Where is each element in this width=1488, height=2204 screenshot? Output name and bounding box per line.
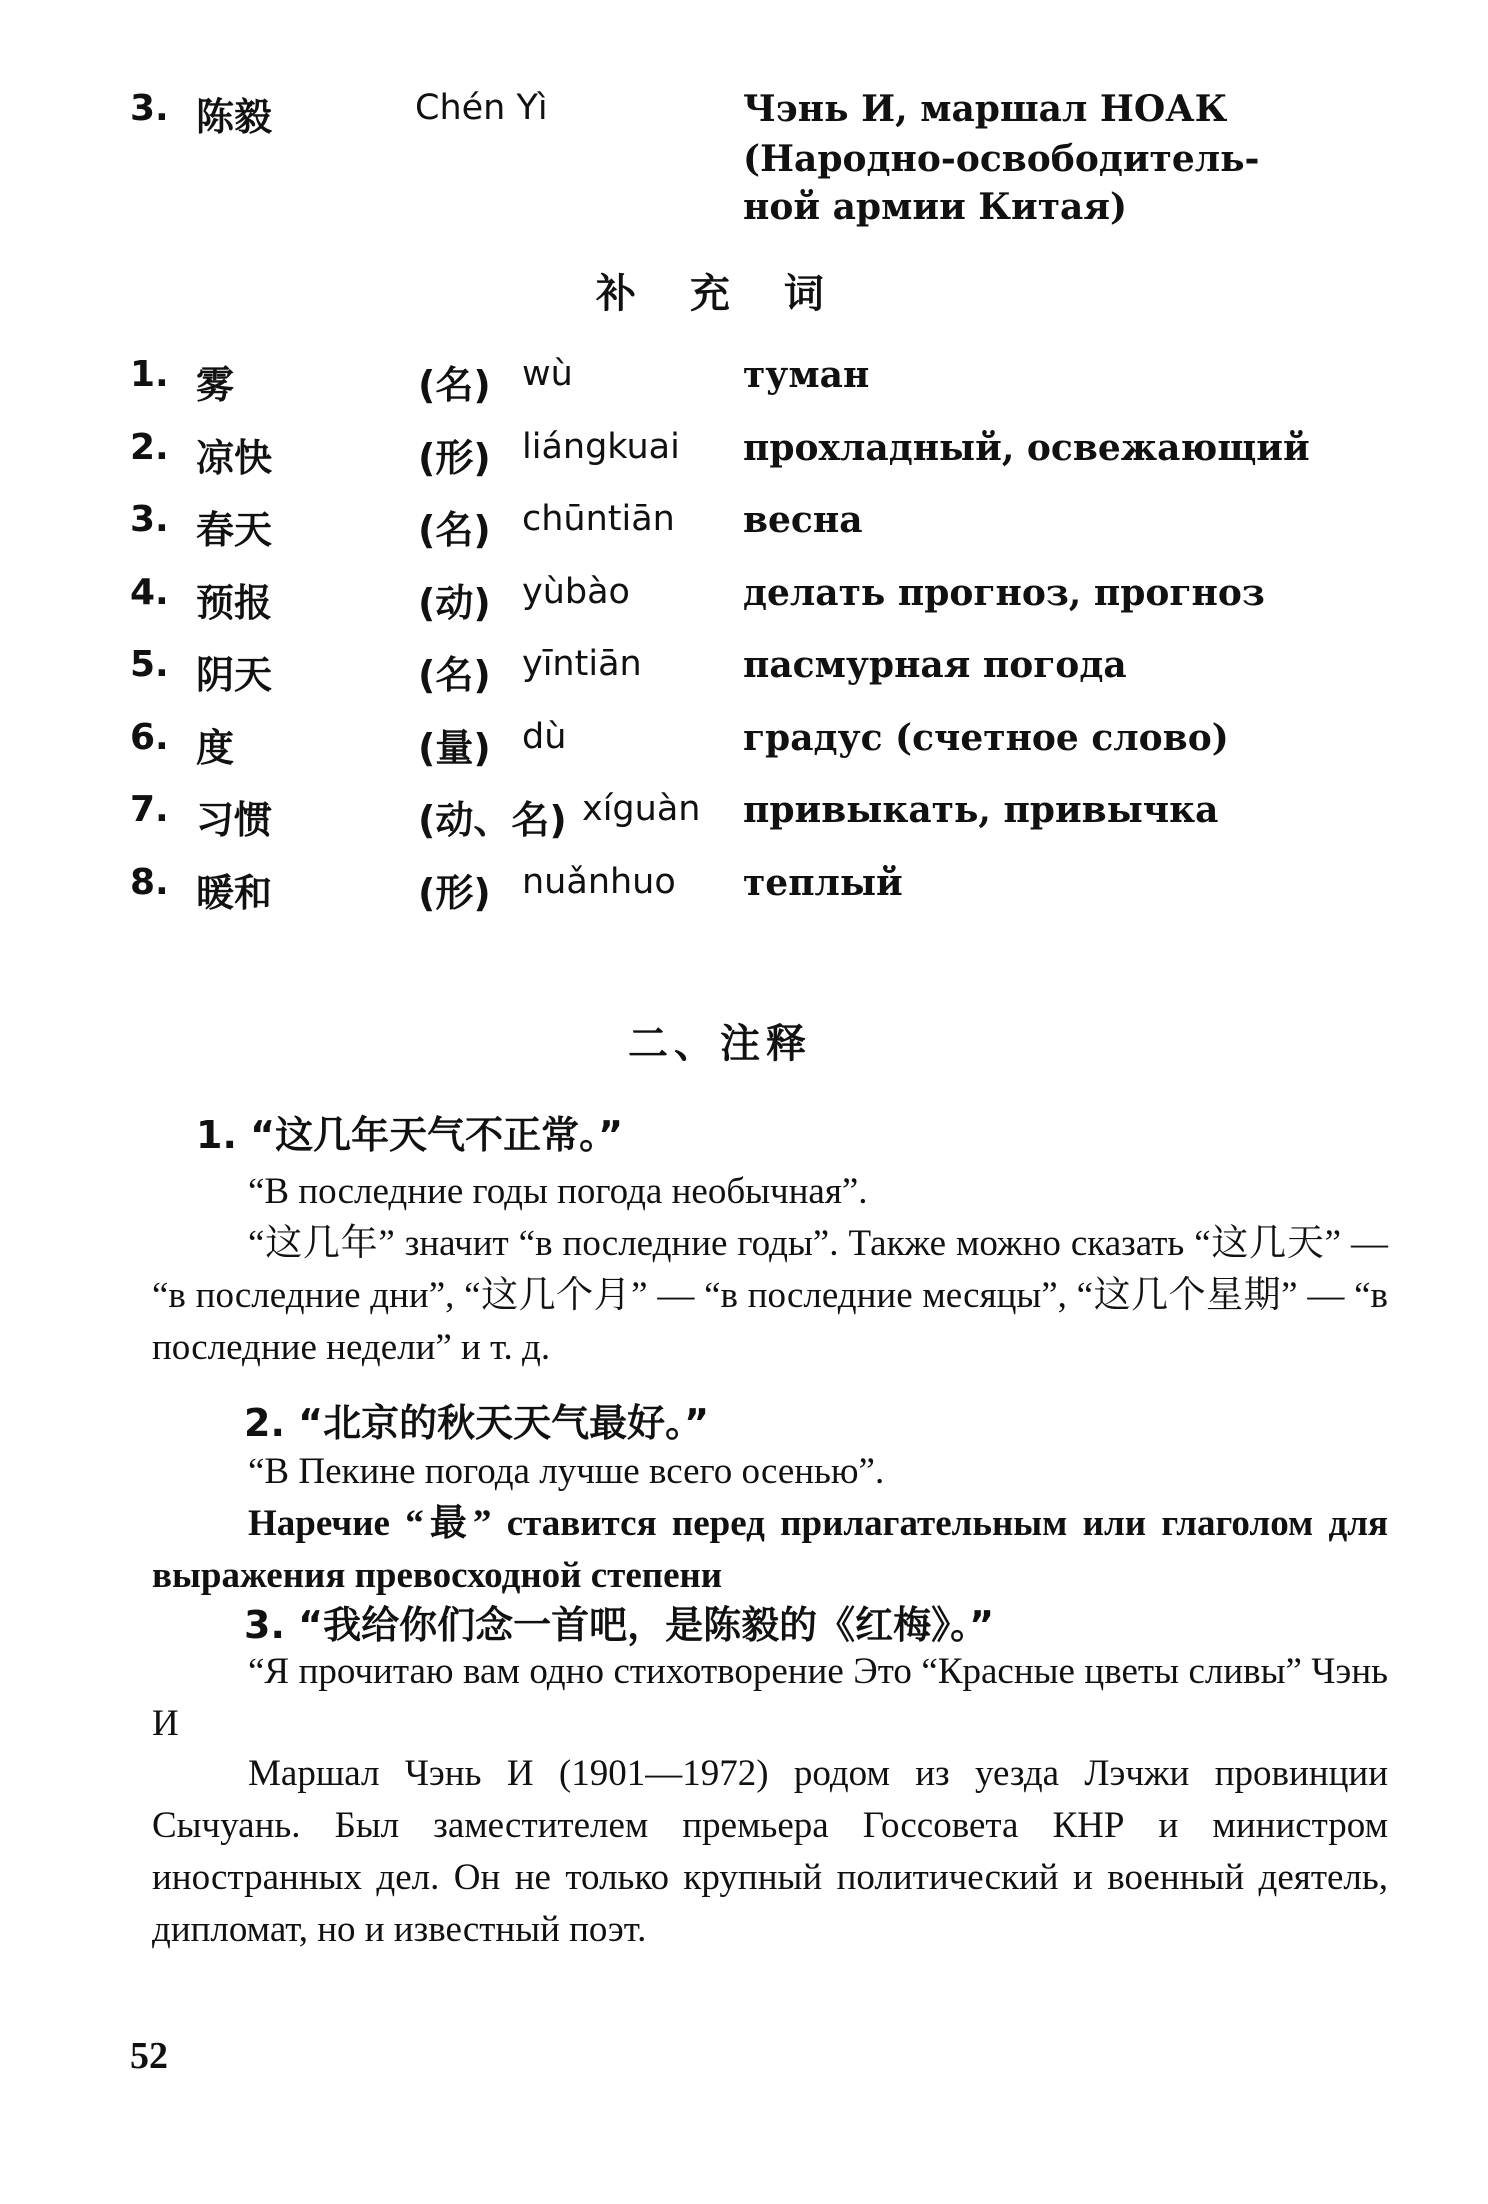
supplement-row-7-pos: (动、名) [418,798,567,842]
supplement-row-1-pinyin: wù [522,354,573,394]
supplement-row-6-pos: (量) [418,726,491,770]
page-number: 52 [130,2035,168,2077]
note1-translation: “В последние годы погода необычная”. [248,1171,868,1212]
supplement-row-8-gloss: теплый [743,862,903,904]
note2-explanation: Наречие “最” ставится перед прилагательным или глаголом для выражения превосходной степени [152,1503,1388,1596]
supplement-row-5-num: 5. [130,644,169,685]
supplement-row-2-gloss: прохладный, освежающий [743,427,1310,469]
supplement-row-4-gloss: делать прогноз, прогноз [743,572,1265,614]
supplement-row-3-pinyin: chūntiān [522,499,675,539]
note3-title: 3. “我给你们念一首吧，是陈毅的《红梅》。” [244,1603,995,1647]
supplement-heading: 补 充 词 [596,271,844,317]
vocab-gloss-line3: ной армии Китая) [743,186,1128,228]
notes-heading: 二、注释 [628,1021,812,1067]
supplement-row-8-pinyin: nuǎnhuo [522,862,676,902]
supplement-row-2-pinyin: liángkuai [522,427,680,467]
supplement-row-3-pos: (名) [418,508,491,552]
supplement-row-4-pinyin: yùbào [522,572,630,612]
supplement-row-6-pinyin: dù [522,717,567,757]
note2-translation: “В Пекине погода лучше всего осенью”. [248,1451,885,1492]
vocab-gloss-line1: Чэнь И, маршал НОАК [743,88,1228,130]
vocab-pinyin: Chén Yì [415,88,548,128]
vocab-gloss-line2: (Народно-освободитель- [743,138,1260,180]
note3-explanation: Маршал Чэнь И (1901—1972) родом из уезда Лэчжи провинции Сычуань. Был заместителем премьера Госсовета КНР и министром иностранных дел. Он не только крупный политический и военный деятель, дипломат, но и известный поэт. [152,1753,1388,1950]
note3-translation: “Я прочитаю вам одно стихотворение Это “Красные цветы сливы” Чэнь И [152,1651,1388,1744]
supplement-row-5-gloss: пасмурная погода [743,644,1127,686]
supplement-row-4-num: 4. [130,572,169,613]
supplement-row-3-num: 3. [130,499,169,540]
supplement-row-2-word: 凉快 [196,436,273,480]
supplement-row-7-word: 习惯 [196,798,273,842]
vocab-number: 3. [130,88,169,129]
supplement-row-1-word: 雾 [196,363,235,407]
supplement-row-3-gloss: весна [743,499,863,541]
note1-title: 1. “这几年天气不正常。” [196,1113,624,1157]
supplement-row-8-num: 8. [130,862,169,903]
supplement-row-5-word: 阴天 [196,653,273,697]
supplement-row-1-gloss: туман [743,354,870,396]
supplement-row-5-pinyin: yīntiān [522,644,642,684]
supplement-row-7-gloss: привыкать, привычка [743,789,1219,831]
supplement-row-8-pos: (形) [418,871,491,915]
supplement-row-1-num: 1. [130,354,169,395]
supplement-row-6-word: 度 [196,726,235,770]
supplement-row-3-word: 春天 [196,508,273,552]
note2-title: 2. “北京的秋天天气最好。” [244,1401,710,1445]
note1-explanation: “这几年” значит “в последние годы”. Также можно сказать “这几天” — “в последние дни”, “这几个月” — “в последние месяцы”, “这几个星期” — “в последние недели” и т. д. [152,1223,1388,1368]
supplement-row-1-pos: (名) [418,363,491,407]
supplement-row-2-pos: (形) [418,436,491,480]
supplement-row-8-word: 暖和 [196,871,273,915]
supplement-row-6-num: 6. [130,717,169,758]
supplement-row-7-num: 7. [130,789,169,830]
supplement-row-4-word: 预报 [196,581,273,625]
supplement-row-6-gloss: градус (счетное слово) [743,717,1229,759]
vocab-word: 陈毅 [196,95,273,139]
supplement-row-2-num: 2. [130,427,169,468]
supplement-row-5-pos: (名) [418,653,491,697]
supplement-row-7-pinyin: xíguàn [582,789,701,829]
supplement-row-4-pos: (动) [418,581,491,625]
